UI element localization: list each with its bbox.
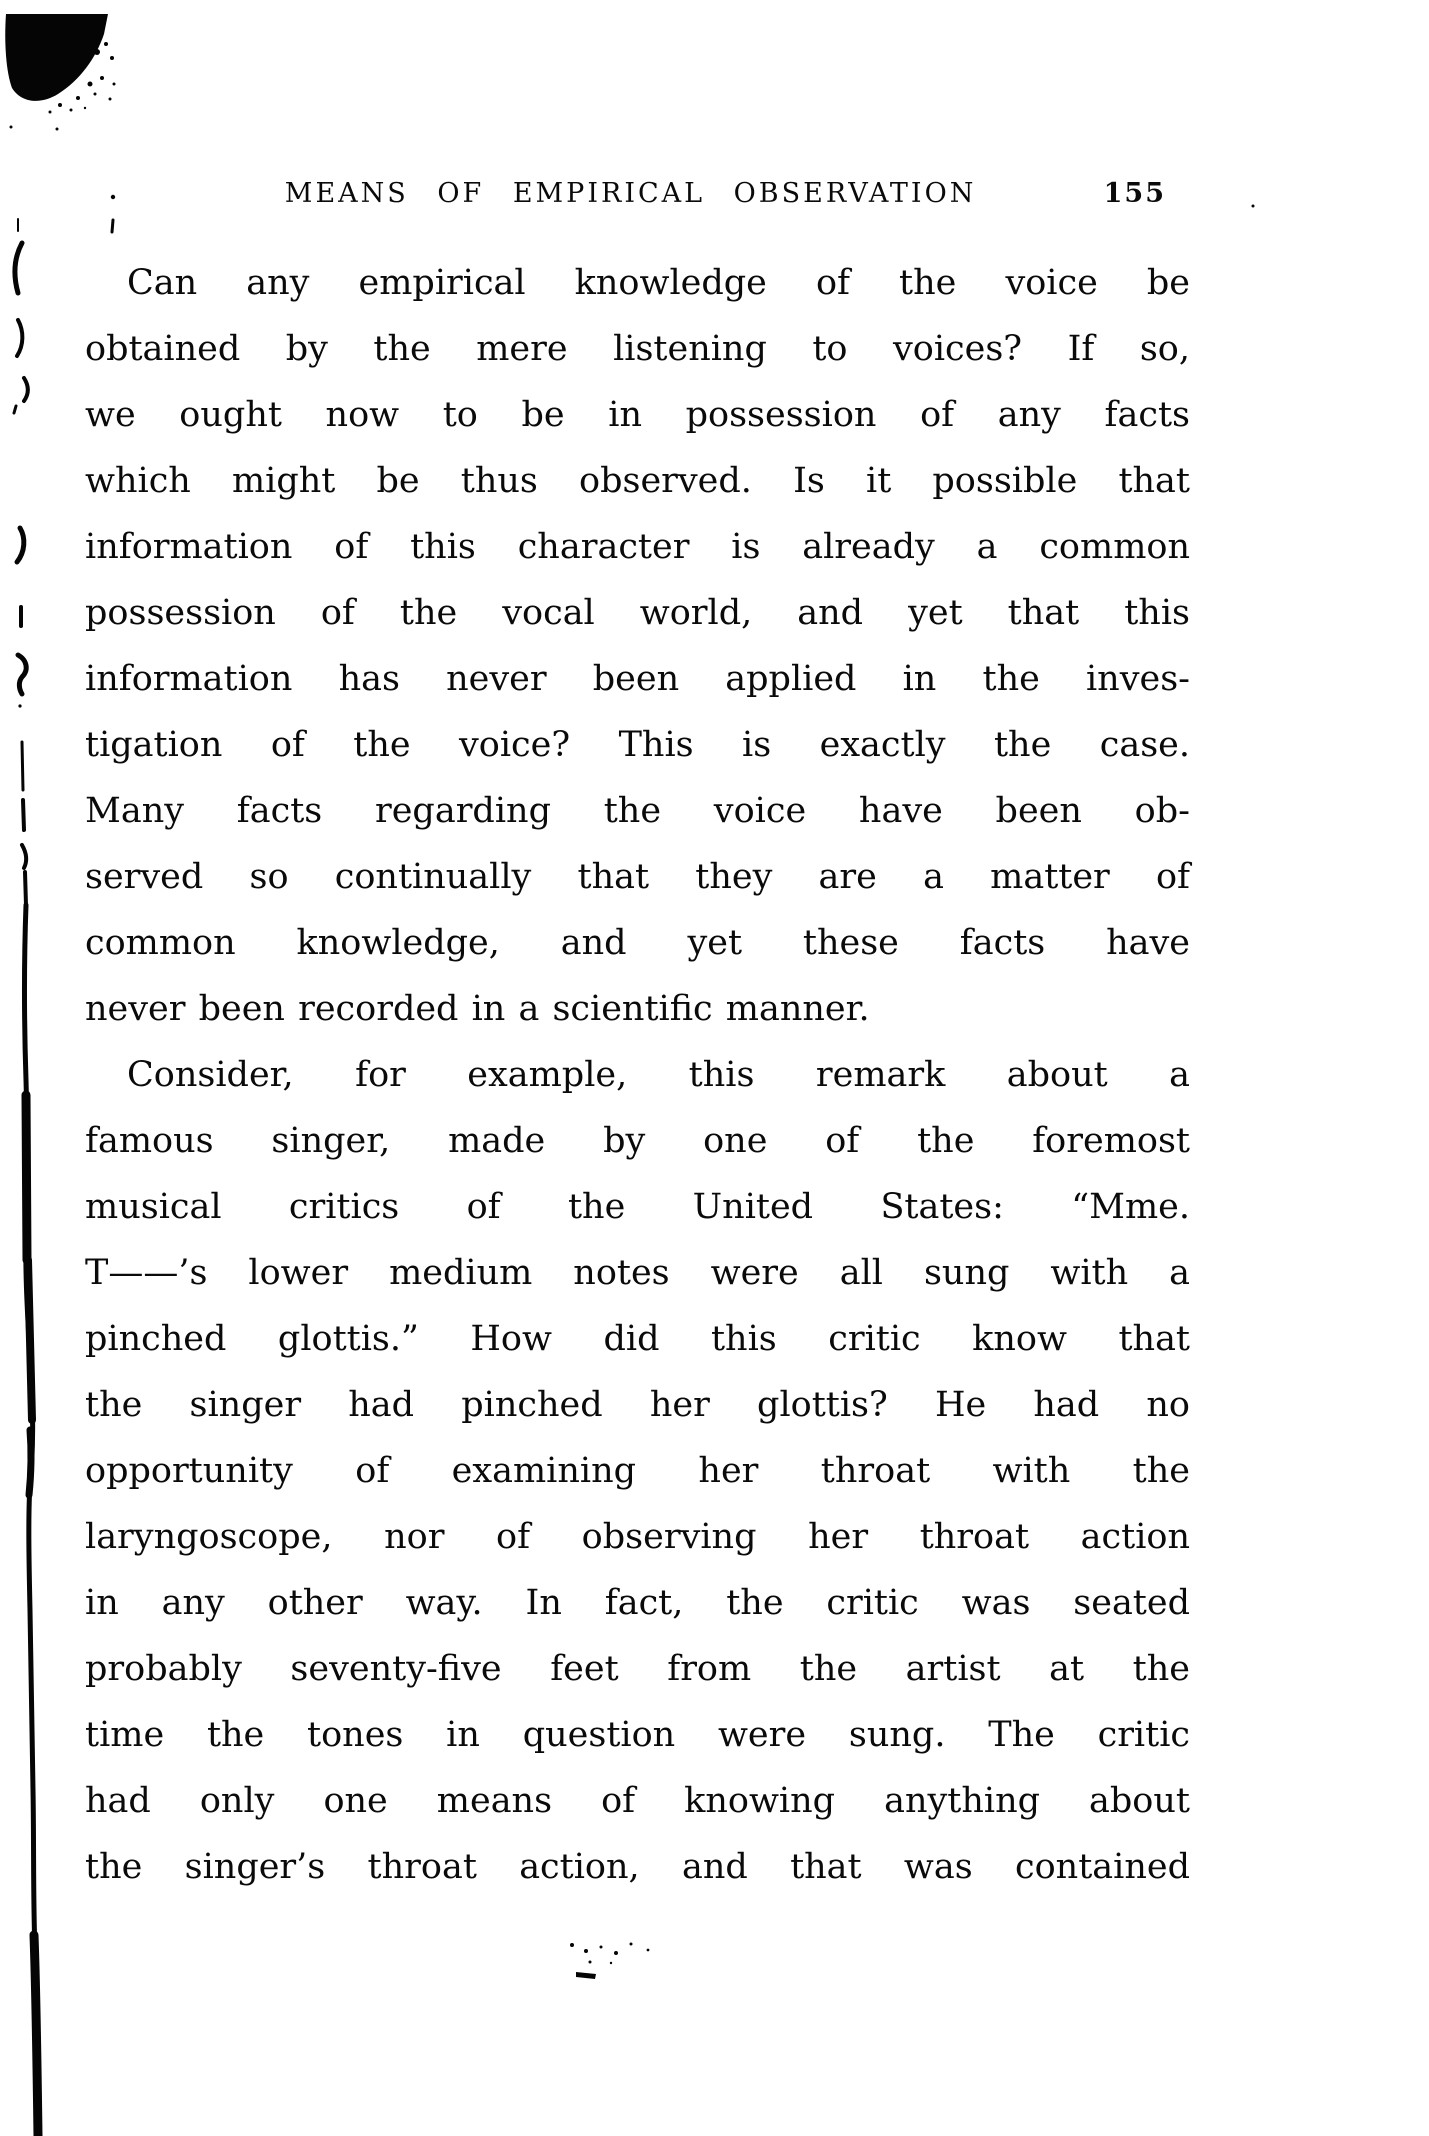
page-number: 155 xyxy=(1103,178,1166,209)
text-line: the singer’s throat action, and that was contained xyxy=(85,1847,1190,1887)
binding-line-artifact xyxy=(22,742,38,2136)
text-line: opportunity of examining her throat with the xyxy=(85,1451,1190,1491)
text-line: laryngoscope, nor of observing her throat action xyxy=(85,1517,1190,1557)
text-line: we ought now to be in possession of any facts xyxy=(85,395,1190,435)
text-line: served so continually that they are a matter of xyxy=(85,857,1190,897)
text-line: possession of the vocal world, and yet that this xyxy=(85,593,1190,633)
text-line: pinched glottis.” How did this critic know that xyxy=(85,1319,1190,1359)
text-line: Many facts regarding the voice have been ob- xyxy=(85,791,1190,831)
text-line: tigation of the voice? This is exactly the case. xyxy=(85,725,1190,765)
text-line: common knowledge, and yet these facts have xyxy=(85,923,1190,963)
text-line: had only one means of knowing anything about xyxy=(85,1781,1190,1821)
text-line: Consider, for example, this remark about a xyxy=(127,1055,1190,1095)
corner-blob-artifact xyxy=(5,14,115,114)
page-header-title: MEANS OF EMPIRICAL OBSERVATION xyxy=(284,178,977,209)
text-line: the singer had pinched her glottis? He had no xyxy=(85,1385,1190,1425)
text-line: obtained by the mere listening to voices? If so, xyxy=(85,329,1190,369)
text-line: information has never been applied in the inves- xyxy=(85,659,1190,699)
running-head xyxy=(85,178,1190,222)
text-line: information of this character is already a common xyxy=(85,527,1190,567)
text-line: probably seventy-five feet from the artist at the xyxy=(85,1649,1190,1689)
text-line: Can any empirical knowledge of the voice be xyxy=(127,263,1190,303)
text-line: famous singer, made by one of the foremost xyxy=(85,1121,1190,1161)
text-line: time the tones in question were sung. The critic xyxy=(85,1715,1190,1755)
text-line: musical critics of the United States: “Mme. xyxy=(85,1187,1190,1227)
text-line: T——’s lower medium notes were all sung with a xyxy=(85,1253,1190,1293)
text-line: in any other way. In fact, the critic was seated xyxy=(85,1583,1190,1623)
body-text xyxy=(85,250,1190,1900)
text-line: which might be thus observed. Is it possible that xyxy=(85,461,1190,501)
text-line: never been recorded in a scientific manner. xyxy=(85,989,870,1029)
